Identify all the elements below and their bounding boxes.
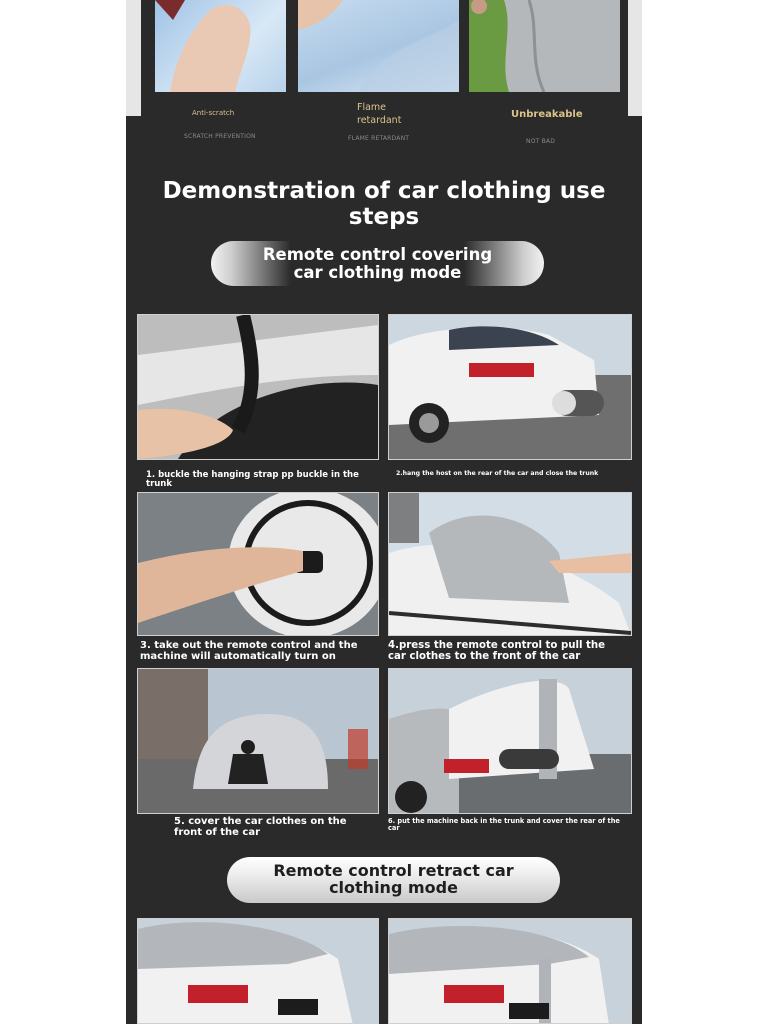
mode-retract-pill bbox=[227, 857, 560, 903]
section-title: Demonstration of car clothing use steps bbox=[162, 178, 606, 230]
step-caption-2: 2.hang the host on the rear of the car and close the trunk bbox=[396, 470, 599, 477]
retract-photo-2 bbox=[388, 918, 632, 1024]
feature-label-anti-scratch: Anti-scratch bbox=[192, 109, 235, 117]
hand-illustration bbox=[155, 0, 286, 92]
step-caption-3: 3. take out the remote control and the machine will automatically turn on bbox=[140, 640, 358, 662]
pull-cover-illustration bbox=[389, 493, 631, 635]
retract-photo-1 bbox=[137, 918, 379, 1024]
machine-in-trunk-illustration bbox=[389, 669, 631, 813]
mode-cover-pill bbox=[211, 241, 544, 286]
mode-cover-label: Remote control covering car clothing mode bbox=[262, 245, 493, 282]
step-caption-4: 4.press the remote control to pull the car clothes to the front of the car bbox=[388, 640, 606, 662]
step-caption-6: 6. put the machine back in the trunk and cover the rear of the car bbox=[388, 817, 620, 832]
step-photo-5 bbox=[137, 668, 379, 814]
step-photo-1 bbox=[137, 314, 379, 460]
mode-retract-label: Remote control retract car clothing mode bbox=[273, 861, 514, 897]
cover-front-illustration bbox=[138, 669, 378, 813]
step-caption-5: 5. cover the car clothes on the front of the car bbox=[174, 816, 347, 838]
feature-sub-scratch-prevention: SCRATCH PREVENTION bbox=[184, 133, 256, 140]
fabric-illustration bbox=[469, 0, 620, 92]
step-photo-4 bbox=[388, 492, 632, 636]
feature-photo-flame-retardant bbox=[298, 0, 459, 92]
step-photo-2 bbox=[388, 314, 632, 460]
trunk-strap-illustration bbox=[138, 315, 378, 459]
feature-label-unbreakable: Unbreakable bbox=[511, 109, 583, 120]
car-cover-rear-illustration bbox=[138, 919, 378, 1024]
feature-sub-not-bad: NOT BAD bbox=[526, 138, 556, 145]
feature-label-flame-retardant: Flame retardant bbox=[357, 102, 402, 126]
step-caption-1: 1. buckle the hanging strap pp buckle in the trunk bbox=[146, 470, 359, 489]
car-cover-rear-illustration-2 bbox=[389, 919, 631, 1024]
feature-sub-flame-retardant: FLAME RETARDANT bbox=[348, 135, 410, 142]
cloth-illustration bbox=[298, 0, 459, 92]
car-rear-host-illustration bbox=[389, 315, 631, 459]
step-photo-6 bbox=[388, 668, 632, 814]
step-photo-3 bbox=[137, 492, 379, 636]
feature-photo-anti-scratch bbox=[155, 0, 286, 92]
machine-remote-illustration bbox=[138, 493, 378, 635]
feature-photo-unbreakable bbox=[469, 0, 620, 92]
